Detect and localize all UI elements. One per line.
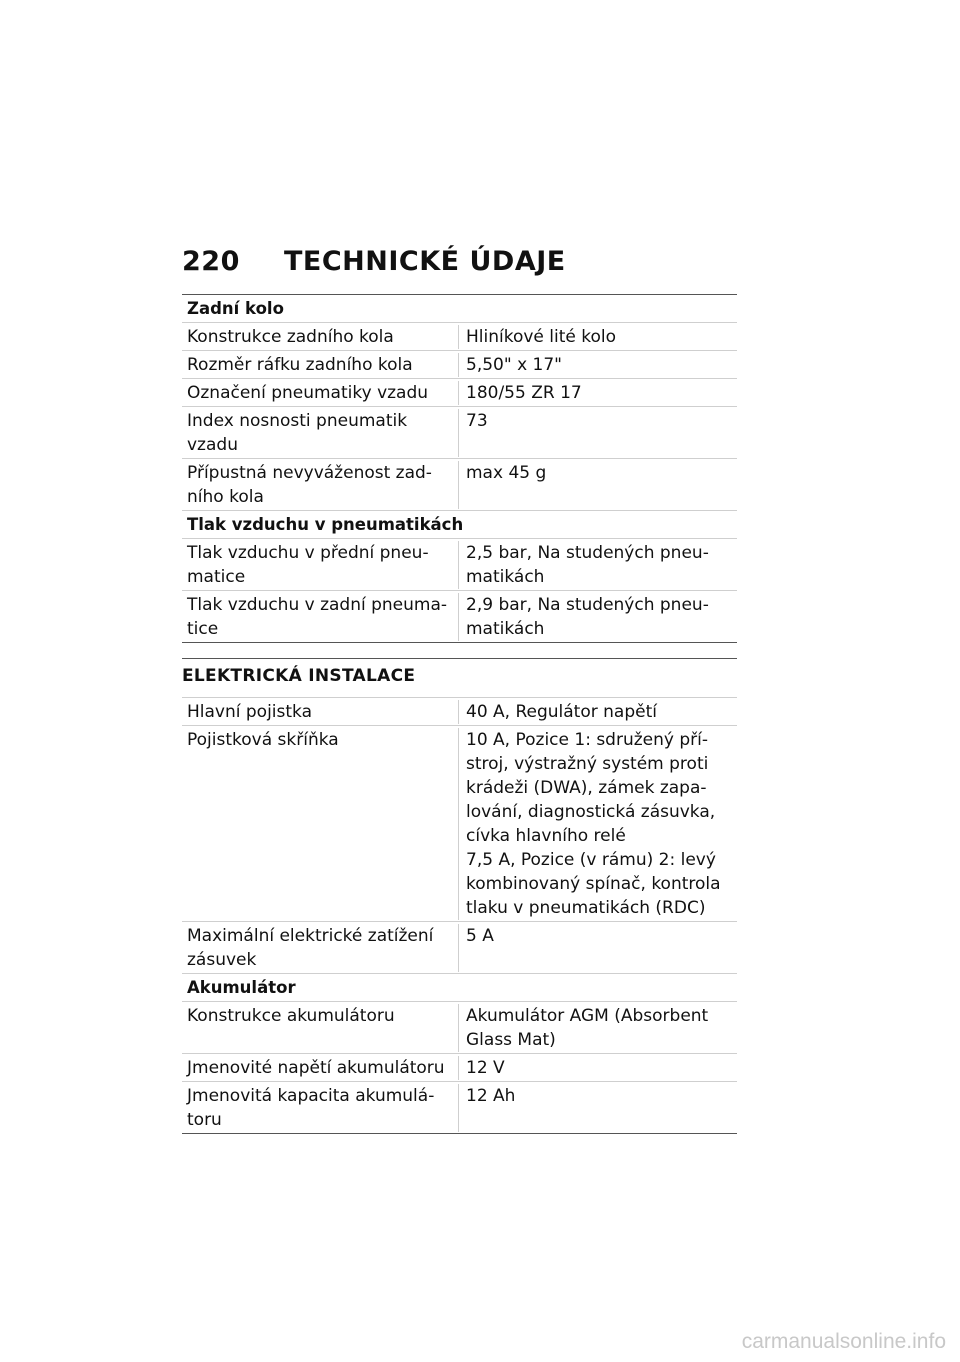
page-header bbox=[182, 246, 566, 277]
table-row bbox=[182, 407, 737, 459]
row-label: Pojistková skříňka bbox=[182, 728, 459, 920]
row-label: Index nosnosti pneumatik vzadu bbox=[182, 409, 459, 457]
table-row bbox=[182, 726, 737, 922]
row-label: Hlavní pojistka bbox=[182, 700, 459, 724]
table-row bbox=[182, 379, 737, 407]
group-title-battery: Akumulátor bbox=[182, 974, 737, 1002]
row-label: Rozměr ráfku zadního kola bbox=[182, 353, 459, 377]
section-title-electrical: ELEKTRICKÁ INSTALACE bbox=[182, 658, 737, 698]
page-title: TECHNICKÉ ÚDAJE bbox=[284, 246, 566, 277]
row-label: Označení pneumatiky vzadu bbox=[182, 381, 459, 405]
row-value: 5,50" x 17" bbox=[466, 355, 562, 375]
row-value: Akumulátor AGM (Absorbent Glass Mat) bbox=[466, 1006, 709, 1050]
row-label: Konstrukce akumulátoru bbox=[182, 1004, 459, 1052]
row-value: 12 Ah bbox=[466, 1086, 516, 1106]
row-value: 2,9 bar, Na studených pneu- matikách bbox=[466, 595, 709, 639]
row-value: 2,5 bar, Na studených pneu- matikách bbox=[466, 543, 709, 587]
table-row bbox=[182, 698, 737, 726]
watermark: carmanualsonline.info bbox=[741, 1330, 946, 1353]
row-value: 12 V bbox=[466, 1058, 505, 1078]
row-value: 40 A, Regulátor napětí bbox=[466, 702, 657, 722]
row-label: Konstrukce zadního kola bbox=[182, 325, 459, 349]
row-value: 73 bbox=[466, 411, 488, 431]
page-number: 220 bbox=[182, 246, 240, 277]
table-row bbox=[182, 1002, 737, 1054]
row-value: max 45 g bbox=[466, 463, 547, 483]
group-title-tire-pressure: Tlak vzduchu v pneumatikách bbox=[182, 511, 737, 539]
row-value: 180/55 ZR 17 bbox=[466, 383, 582, 403]
table-row bbox=[182, 922, 737, 974]
row-label: Jmenovité napětí akumulátoru bbox=[182, 1056, 459, 1080]
table-row bbox=[182, 1054, 737, 1082]
row-value: 5 A bbox=[466, 926, 494, 946]
table-row bbox=[182, 323, 737, 351]
row-label: Tlak vzduchu v zadní pneuma- tice bbox=[182, 593, 459, 641]
table-row bbox=[182, 591, 737, 643]
table-row bbox=[182, 459, 737, 511]
row-value: Hliníkové lité kolo bbox=[466, 327, 617, 347]
row-label: Maximální elektrické zatížení zásuvek bbox=[182, 924, 459, 972]
group-title-rear-wheel: Zadní kolo bbox=[182, 294, 737, 323]
table-row bbox=[182, 539, 737, 591]
row-label: Tlak vzduchu v přední pneu- matice bbox=[182, 541, 459, 589]
table-row bbox=[182, 351, 737, 379]
row-label: Jmenovitá kapacita akumulá- toru bbox=[182, 1084, 459, 1132]
row-value: 10 A, Pozice 1: sdružený pří- stroj, výstražný systém proti krádeži (DWA), zámek zapa- lování, diagnostická zásuvka, cívka hlavního relé 7,5 A, Pozice (v rámu) 2: levý kombinovaný spínač, kontrola tlaku v pneumatikách (RDC) bbox=[466, 730, 721, 918]
row-label: Přípustná nevyváženost zad- ního kola bbox=[182, 461, 459, 509]
table-row bbox=[182, 1082, 737, 1134]
spec-table bbox=[182, 294, 737, 1134]
